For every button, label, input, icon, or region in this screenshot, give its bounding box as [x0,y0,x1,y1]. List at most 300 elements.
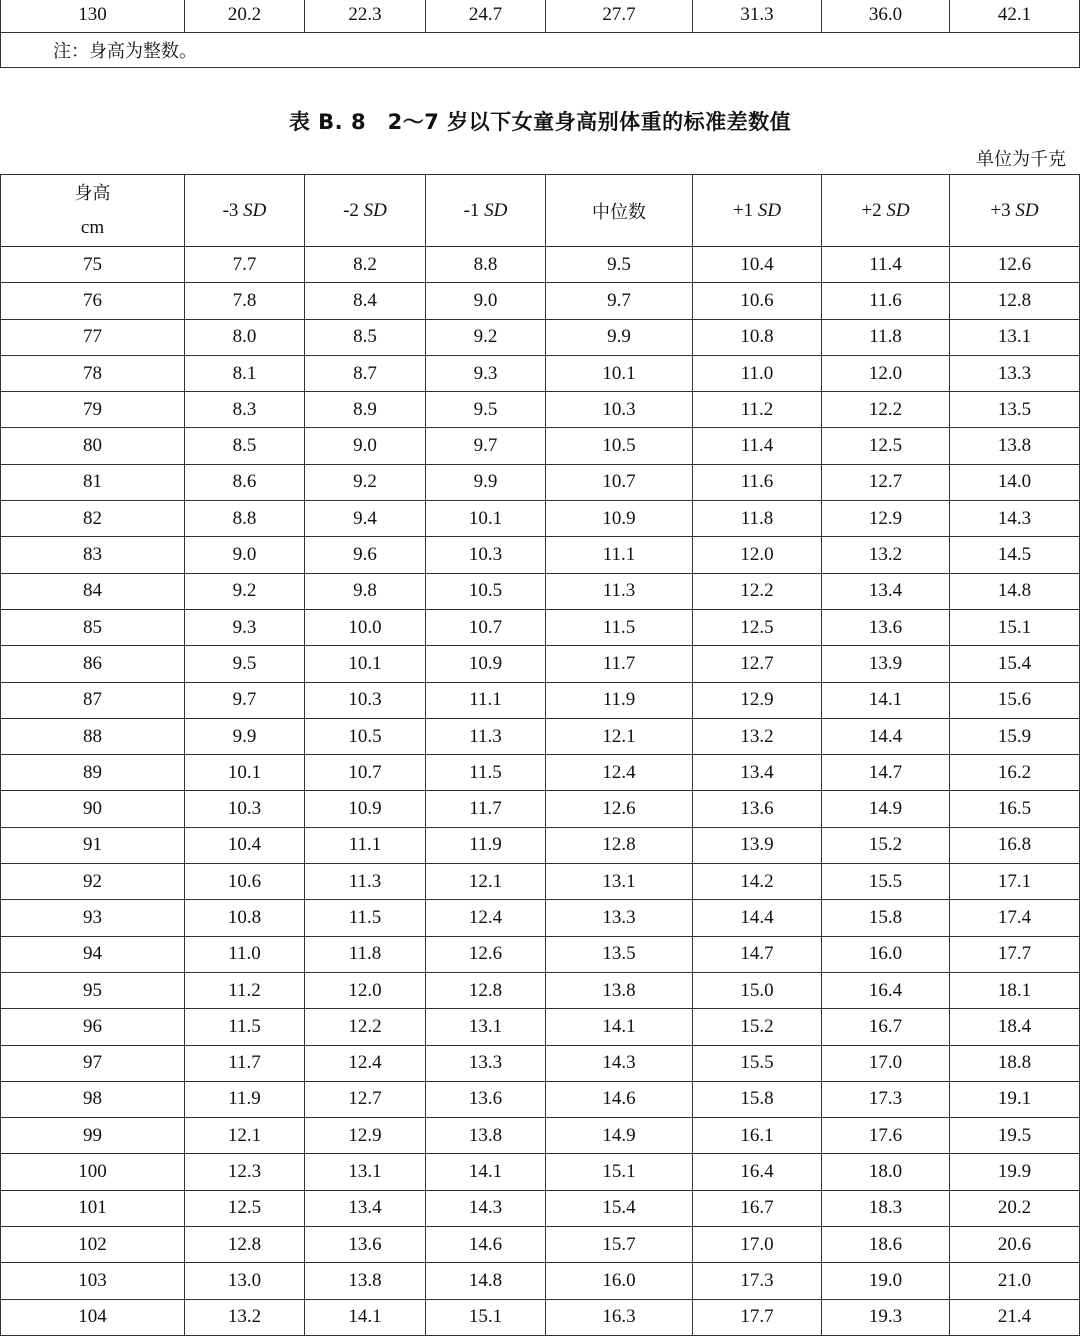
value-cell: 10.1 [426,501,546,537]
value-cell: 9.9 [546,319,693,355]
value-cell: 10.8 [185,900,305,936]
value-cell: 13.8 [305,1263,426,1299]
table-unit: 单位为千克 [976,149,1066,170]
value-cell: 10.4 [185,827,305,863]
height-cell: 104 [1,1299,185,1335]
value-cell: 19.9 [950,1154,1080,1190]
table-row [1,355,1080,391]
header-sd-prefix: -3 [222,199,244,221]
value-cell: 13.4 [822,573,950,609]
value-cell: 20.6 [950,1227,1080,1263]
value-cell: 12.5 [822,428,950,464]
height-cell: 94 [1,936,185,972]
value-cell: 15.7 [546,1227,693,1263]
value-cell: 14.4 [822,718,950,754]
previous-table-tail [0,0,1080,68]
value-cell: 11.3 [305,864,426,900]
value-cell: 10.8 [693,319,822,355]
value-cell: 15.5 [822,864,950,900]
header-sd-label: SD [886,199,910,221]
value-cell: 11.9 [546,682,693,718]
value-cell: 12.0 [822,355,950,391]
value-cell: 9.8 [305,573,426,609]
value-cell: 14.1 [305,1299,426,1335]
value-cell: 14.6 [426,1227,546,1263]
value-cell: 9.7 [185,682,305,718]
value-cell: 12.3 [185,1154,305,1190]
value-cell: 7.8 [185,283,305,319]
value-cell: 16.0 [822,936,950,972]
height-cell: 84 [1,573,185,609]
value-cell: 13.1 [950,319,1080,355]
value-cell: 12.9 [822,501,950,537]
height-cell: 86 [1,646,185,682]
value-cell: 12.2 [693,573,822,609]
height-cell: 76 [1,283,185,319]
value-cell: 17.4 [950,900,1080,936]
value-cell: 9.2 [426,319,546,355]
height-cell: 90 [1,791,185,827]
header-height-unit: cm [80,216,105,238]
value-cell: 12.0 [693,537,822,573]
value-cell: 13.9 [822,646,950,682]
value-cell: 15.8 [822,900,950,936]
height-cell: 79 [1,392,185,428]
value-cell: 13.0 [185,1263,305,1299]
value-cell: 11.3 [546,573,693,609]
value-cell: 10.5 [426,573,546,609]
value-cell: 10.7 [426,609,546,645]
value-cell: 10.1 [305,646,426,682]
value-cell: 14.4 [693,900,822,936]
value-cell: 14.7 [822,755,950,791]
value-cell: 15.1 [546,1154,693,1190]
value-cell: 10.9 [426,646,546,682]
value-cell: 12.8 [426,972,546,1008]
value-cell: 13.3 [950,355,1080,391]
value-cell: 12.9 [693,682,822,718]
value-cell: 12.1 [185,1118,305,1154]
value-cell: 9.7 [426,428,546,464]
value-cell: 9.0 [426,283,546,319]
value-cell: 11.8 [693,501,822,537]
table-row [1,501,1080,537]
value-cell: 19.5 [950,1118,1080,1154]
value-cell: 21.0 [950,1263,1080,1299]
value-cell: 11.8 [305,936,426,972]
value-cell: 17.7 [950,936,1080,972]
value-cell: 10.4 [693,247,822,283]
value-cell: 14.3 [426,1190,546,1226]
value-cell: 16.4 [693,1154,822,1190]
table-title: 表 B. 8 2～7 岁以下女童身高别体重的标准差数值 [288,110,792,134]
value-cell: 13.1 [305,1154,426,1190]
value-cell: 10.5 [305,718,426,754]
value-cell: 18.4 [950,1009,1080,1045]
value-cell: 9.3 [426,355,546,391]
value-cell: 16.8 [950,827,1080,863]
height-cell: 102 [1,1227,185,1263]
height-cell: 77 [1,319,185,355]
table-row [1,1081,1080,1117]
height-cell: 85 [1,609,185,645]
value-cell: 17.0 [693,1227,822,1263]
value-cell: 9.6 [305,537,426,573]
value-cell: 17.7 [693,1299,822,1335]
table-row [1,1009,1080,1045]
value-cell: 9.5 [185,646,305,682]
value-cell: 11.5 [185,1009,305,1045]
height-cell: 93 [1,900,185,936]
value-cell: 8.9 [305,392,426,428]
weight-for-height-sd-table [0,174,1080,1336]
table-cell: 24.7 [426,0,546,33]
value-cell: 15.8 [693,1081,822,1117]
value-cell: 7.7 [185,247,305,283]
value-cell: 10.7 [305,755,426,791]
height-cell: 101 [1,1190,185,1226]
value-cell: 11.7 [546,646,693,682]
value-cell: 16.0 [546,1263,693,1299]
table-cell: 130 [1,0,185,33]
value-cell: 14.1 [426,1154,546,1190]
value-cell: 16.7 [693,1190,822,1226]
value-cell: 13.2 [185,1299,305,1335]
value-cell: 8.6 [185,464,305,500]
value-cell: 8.8 [185,501,305,537]
value-cell: 13.1 [426,1009,546,1045]
table-cell: 20.2 [185,0,305,33]
value-cell: 11.9 [426,827,546,863]
value-cell: 20.2 [950,1190,1080,1226]
value-cell: 13.8 [546,972,693,1008]
value-cell: 18.3 [822,1190,950,1226]
table-row [1,0,1080,33]
value-cell: 15.1 [426,1299,546,1335]
value-cell: 16.5 [950,791,1080,827]
value-cell: 15.4 [950,646,1080,682]
value-cell: 14.8 [950,573,1080,609]
header-sd-label: SD [363,199,387,221]
value-cell: 13.6 [693,791,822,827]
value-cell: 11.1 [305,827,426,863]
value-cell: 21.4 [950,1299,1080,1335]
value-cell: 11.4 [693,428,822,464]
table-row [1,718,1080,754]
value-cell: 13.1 [546,864,693,900]
value-cell: 13.4 [305,1190,426,1226]
value-cell: 12.8 [185,1227,305,1263]
value-cell: 14.5 [950,537,1080,573]
value-cell: 13.3 [426,1045,546,1081]
header-height-label: 身高 [74,182,111,204]
header-sd-label: SD [757,199,782,221]
value-cell: 15.2 [693,1009,822,1045]
header-sd-prefix: +2 [861,199,887,221]
value-cell: 10.3 [426,537,546,573]
value-cell: 17.3 [693,1263,822,1299]
table-row [1,428,1080,464]
value-cell: 19.3 [822,1299,950,1335]
table-row [1,464,1080,500]
value-cell: 12.1 [426,864,546,900]
height-cell: 88 [1,718,185,754]
table-note-row [1,33,1080,68]
value-cell: 13.8 [426,1118,546,1154]
value-cell: 18.0 [822,1154,950,1190]
header-column [426,175,546,247]
table-row [1,864,1080,900]
value-cell: 9.2 [185,573,305,609]
value-cell: 16.3 [546,1299,693,1335]
value-cell: 11.1 [546,537,693,573]
value-cell: 14.7 [693,936,822,972]
value-cell: 9.5 [426,392,546,428]
value-cell: 11.2 [185,972,305,1008]
height-cell: 75 [1,247,185,283]
height-cell: 92 [1,864,185,900]
value-cell: 12.7 [822,464,950,500]
table-row [1,1227,1080,1263]
table-row [1,1154,1080,1190]
header-column [693,175,822,247]
value-cell: 12.6 [546,791,693,827]
table-row [1,392,1080,428]
value-cell: 18.8 [950,1045,1080,1081]
value-cell: 8.7 [305,355,426,391]
value-cell: 11.7 [185,1045,305,1081]
value-cell: 17.6 [822,1118,950,1154]
value-cell: 17.3 [822,1081,950,1117]
value-cell: 12.4 [305,1045,426,1081]
value-cell: 9.7 [546,283,693,319]
value-cell: 9.3 [185,609,305,645]
table-row [1,755,1080,791]
value-cell: 8.3 [185,392,305,428]
height-cell: 100 [1,1154,185,1190]
table-row [1,646,1080,682]
value-cell: 10.1 [185,755,305,791]
value-cell: 14.3 [950,501,1080,537]
table-cell: 31.3 [693,0,822,33]
value-cell: 15.1 [950,609,1080,645]
value-cell: 10.9 [546,501,693,537]
height-cell: 82 [1,501,185,537]
value-cell: 13.3 [546,900,693,936]
value-cell: 9.9 [426,464,546,500]
value-cell: 11.9 [185,1081,305,1117]
value-cell: 13.6 [822,609,950,645]
value-cell: 8.5 [185,428,305,464]
table-row [1,1299,1080,1335]
value-cell: 17.1 [950,864,1080,900]
value-cell: 12.8 [546,827,693,863]
value-cell: 15.6 [950,682,1080,718]
value-cell: 9.9 [185,718,305,754]
header-column [950,175,1080,247]
value-cell: 11.2 [693,392,822,428]
value-cell: 8.8 [426,247,546,283]
value-cell: 13.6 [426,1081,546,1117]
value-cell: 14.6 [546,1081,693,1117]
table-row [1,573,1080,609]
value-cell: 11.7 [426,791,546,827]
value-cell: 16.2 [950,755,1080,791]
value-cell: 12.2 [822,392,950,428]
value-cell: 11.5 [546,609,693,645]
value-cell: 13.9 [693,827,822,863]
value-cell: 12.8 [950,283,1080,319]
value-cell: 11.6 [693,464,822,500]
value-cell: 10.0 [305,609,426,645]
table-row [1,791,1080,827]
value-cell: 10.3 [546,392,693,428]
header-sd-label: SD [484,199,508,221]
header-sd-label: SD [1015,199,1039,221]
value-cell: 16.4 [822,972,950,1008]
value-cell: 16.1 [693,1118,822,1154]
value-cell: 14.0 [950,464,1080,500]
value-cell: 8.1 [185,355,305,391]
value-cell: 18.6 [822,1227,950,1263]
value-cell: 12.4 [426,900,546,936]
value-cell: 16.7 [822,1009,950,1045]
value-cell: 11.0 [185,936,305,972]
header-column [822,175,950,247]
value-cell: 19.0 [822,1263,950,1299]
value-cell: 14.1 [546,1009,693,1045]
value-cell: 15.4 [546,1190,693,1226]
value-cell: 9.4 [305,501,426,537]
value-cell: 12.7 [693,646,822,682]
value-cell: 8.0 [185,319,305,355]
table-row [1,537,1080,573]
value-cell: 11.5 [305,900,426,936]
value-cell: 10.3 [305,682,426,718]
value-cell: 14.2 [693,864,822,900]
table-row [1,283,1080,319]
value-cell: 8.2 [305,247,426,283]
height-cell: 78 [1,355,185,391]
value-cell: 10.6 [693,283,822,319]
value-cell: 10.6 [185,864,305,900]
height-cell: 103 [1,1263,185,1299]
value-cell: 11.6 [822,283,950,319]
value-cell: 12.6 [950,247,1080,283]
value-cell: 12.5 [185,1190,305,1226]
table-body [1,247,1080,1336]
table-cell: 22.3 [305,0,426,33]
value-cell: 14.9 [822,791,950,827]
table-cell: 27.7 [546,0,693,33]
value-cell: 15.0 [693,972,822,1008]
value-cell: 12.0 [305,972,426,1008]
value-cell: 14.1 [822,682,950,718]
value-cell: 9.2 [305,464,426,500]
header-sd-label: SD [243,199,267,221]
value-cell: 12.4 [546,755,693,791]
table-cell: 36.0 [822,0,950,33]
table-header-row [1,175,1080,247]
value-cell: 11.5 [426,755,546,791]
value-cell: 13.2 [822,537,950,573]
value-cell: 13.2 [693,718,822,754]
value-cell: 12.7 [305,1081,426,1117]
table-row [1,827,1080,863]
table-row [1,1045,1080,1081]
value-cell: 10.7 [546,464,693,500]
table-row [1,247,1080,283]
table-row [1,1263,1080,1299]
value-cell: 12.6 [426,936,546,972]
height-cell: 97 [1,1045,185,1081]
value-cell: 14.3 [546,1045,693,1081]
value-cell: 11.4 [822,247,950,283]
value-cell: 10.5 [546,428,693,464]
value-cell: 10.1 [546,355,693,391]
table-row [1,936,1080,972]
height-cell: 81 [1,464,185,500]
value-cell: 15.9 [950,718,1080,754]
header-column [185,175,305,247]
value-cell: 12.5 [693,609,822,645]
value-cell: 17.0 [822,1045,950,1081]
value-cell: 14.8 [426,1263,546,1299]
value-cell: 11.1 [426,682,546,718]
value-cell: 15.5 [693,1045,822,1081]
height-cell: 87 [1,682,185,718]
value-cell: 12.2 [305,1009,426,1045]
value-cell: 13.5 [950,392,1080,428]
table-row [1,319,1080,355]
height-cell: 98 [1,1081,185,1117]
value-cell: 10.9 [305,791,426,827]
value-cell: 8.5 [305,319,426,355]
table-cell: 42.1 [950,0,1080,33]
value-cell: 12.1 [546,718,693,754]
height-cell: 96 [1,1009,185,1045]
value-cell: 19.1 [950,1081,1080,1117]
header-sd-prefix: -1 [463,199,485,221]
table-row [1,900,1080,936]
value-cell: 12.9 [305,1118,426,1154]
value-cell: 9.5 [546,247,693,283]
value-cell: 10.3 [185,791,305,827]
value-cell: 8.4 [305,283,426,319]
table-row [1,609,1080,645]
value-cell: 13.4 [693,755,822,791]
height-cell: 99 [1,1118,185,1154]
value-cell: 18.1 [950,972,1080,1008]
value-cell: 13.8 [950,428,1080,464]
value-cell: 11.3 [426,718,546,754]
table-row [1,682,1080,718]
value-cell: 9.0 [305,428,426,464]
value-cell: 15.2 [822,827,950,863]
header-sd-prefix: -2 [343,199,364,221]
header-sd-prefix: +3 [990,199,1016,221]
header-height [1,175,185,247]
table-row [1,1190,1080,1226]
header-column [305,175,426,247]
value-cell: 11.8 [822,319,950,355]
value-cell: 13.5 [546,936,693,972]
table-row [1,1118,1080,1154]
height-cell: 95 [1,972,185,1008]
table-note: 注：身高为整数。 [1,33,1080,68]
height-cell: 89 [1,755,185,791]
table-row [1,972,1080,1008]
